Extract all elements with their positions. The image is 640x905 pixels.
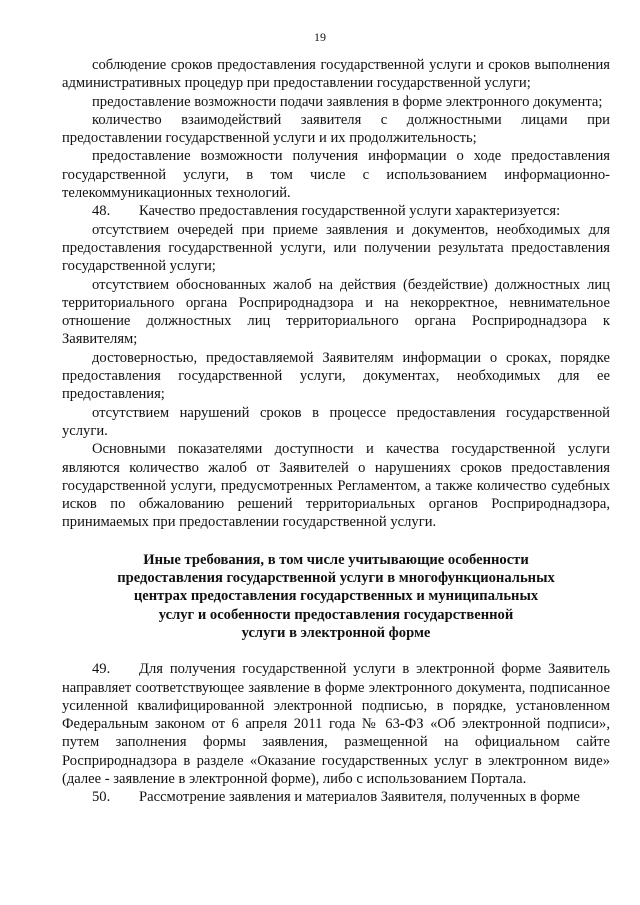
paragraph-progress-info: предоставление возможности получения информации о ходе предоставления государственной услуги, в том числе с использованием информационно-телекоммуникационных технологий. xyxy=(62,148,610,202)
page-number: 19 xyxy=(314,30,326,44)
item-49-number: 49. xyxy=(92,661,111,678)
paragraph-no-violations: отсутствием нарушений сроков в процессе предоставления государственной услуги. xyxy=(62,404,610,439)
paragraph-deadlines: соблюдение сроков предоставления государственной услуги и сроков выполнения административных процедур при предоставлении государственной услуги; xyxy=(62,57,610,92)
paragraph-reliability: достоверностью, предоставляемой Заявителям информации о сроках, порядке предоставления государственной услуги, документах, необходимых для ее предоставления; xyxy=(62,349,610,403)
item-49-text: Для получения государственной услуги в электронной форме Заявитель направляет соответствующее заявление в форме электронного документа, подписанное усиленной квалифицированной электронной подписью, в порядке, установленном Федеральным законом от 6 апреля 2011 года № 63-ФЗ «Об электронной подписи», путем заполнения формы заявления, размещенной на официальном сайте Росприроднадзора в разделе «Оказание государственных услуг в электронном виде» (далее - заявление в электронной форме), либо с использованием Портала. xyxy=(62,661,610,787)
item-49 xyxy=(62,660,610,788)
item-50-number: 50. xyxy=(92,789,111,806)
paragraph-indicators: Основными показателями доступности и качества государственной услуги являются количество жалоб от Заявителей о нарушениях сроков предоставления государственной услуги, предусмотренных Регламентом, а также количество судебных исков по обжалованию решений территориальных органов Росприроднадзора, принимаемых при предоставлении государственной услуги. xyxy=(62,441,610,531)
paragraph-electronic-submission: предоставление возможности подачи заявления в форме электронного документа; xyxy=(92,93,603,110)
paragraph-no-queues: отсутствием очередей при приеме заявления и документов, необходимых для предоставления государственной услуги, или получении результата предоставления государственной услуги; xyxy=(62,221,610,275)
item-50-text: Рассмотрение заявления и материалов Заявителя, полученных в форме xyxy=(139,789,580,806)
item-48-text: Качество предоставления государственной услуги характеризуется: xyxy=(139,203,561,220)
paragraph-interactions: количество взаимодействий заявителя с должностными лицами при предоставлении государственной услуги и их продолжительность; xyxy=(62,111,610,147)
heading-line: предоставления государственной услуги в многофункциональных xyxy=(117,570,555,587)
item-48 xyxy=(62,202,610,220)
heading-line: услуг и особенности предоставления государственной xyxy=(158,606,514,623)
paragraph-no-complaints: отсутствием обоснованных жалоб на действия (бездействие) должностных лиц территориального органа Росприроднадзора и на некорректное, невнимательное отношение должностных лиц территориального органа Росприроднадзора к Заявителям; xyxy=(62,276,610,348)
heading-line: Иные требования, в том числе учитывающие особенности xyxy=(143,551,529,568)
heading-line: центрах предоставления государственных и муниципальных xyxy=(133,588,539,605)
item-50 xyxy=(62,788,610,806)
page-body xyxy=(62,56,610,807)
heading-line: услуги в электронной форме xyxy=(241,624,431,641)
section-heading xyxy=(62,551,610,642)
item-48-number: 48. xyxy=(92,203,111,220)
